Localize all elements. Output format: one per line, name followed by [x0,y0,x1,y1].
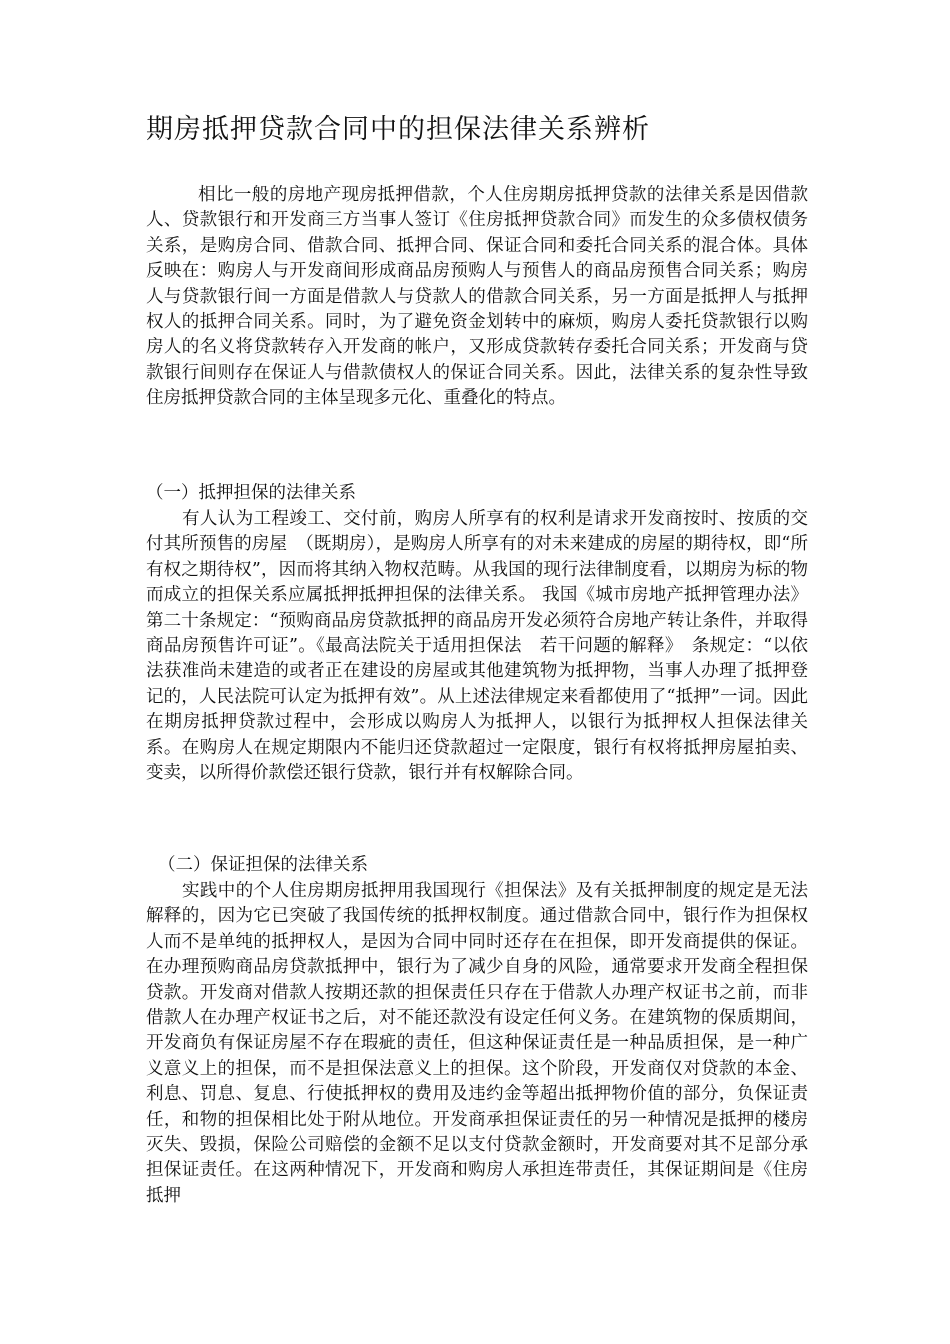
section-body-guarantee: 实践中的个人住房期房抵押用我国现行《担保法》及有关抵押制度的规定是无法解释的，因为它已突破了我国传统的抵押权制度。通过借款合同中，银行作为担保权人而不是单纯的抵押权人，是因为合同中同时还存在在担保，即开发商提供的保证。在办理预购商品房贷款抵押中，银行为了减少自身的风险，通常要求开发商全程担保贷款。开发商对借款人按期还款的担保责任只存在于借款人办理产权证书之前，而非借款人在办理产权证书之后，对不能还款没有设定任何义务。在建筑物的保质期间，开发商负有保证房屋不存在瑕疵的责任，但这种保证责任是一种品质担保，是一种广义意义上的担保，而不是担保法意义上的担保。这个阶段，开发商仅对贷款的本金、利息、罚息、复息、行使抵押权的费用及违约金等超出抵押物价值的部分，负保证责任，和物的担保相比处于附从地位。开发商承担保证责任的另一种情况是抵押的楼房灭失、毁损，保险公司赔偿的金额不足以支付贷款金额时，开发商要对其不足部分承担保证责任。在这两种情况下，开发商和购房人承担连带责任，其保证期间是《住房抵押 [146,881,808,1206]
document-title: 期房抵押贷款合同中的担保法律关系辨析 [146,114,650,145]
intro-paragraph: 相比一般的房地产现房抵押借款，个人住房期房抵押贷款的法律关系是因借款人、贷款银行和开发商三方当事人签订《住房抵押贷款合同》而发生的众多债权债务关系，是购房合同、借款合同、抵押合同、保证合同和委托合同关系的混合体。具体反映在：购房人与开发商间形成商品房预购人与预售人的商品房预售合同关系；购房人与贷款银行间一方面是借款人与贷款人的借款合同关系，另一方面是抵押人与抵押权人的抵押合同关系。同时，为了避免资金划转中的麻烦，购房人委托贷款银行以购房人的名义将贷款转存入开发商的帐户，又形成贷款转存委托合同关系；开发商与贷款银行间则存在保证人与借款债权人的保证合同关系。因此，法律关系的复杂性导致住房抵押贷款合同的主体呈现多元化、重叠化的特点。 [146,185,808,409]
section-body-mortgage: 有人认为工程竣工、交付前，购房人所享有的权利是请求开发商按时、按质的交付其所预售的房屋 （既期房），是购房人所享有的对未来建成的房屋的期待权，即“所有权之期待权”，因而将其纳入物权范畴。从我国的现行法律制度看，以期房为标的物而成立的担保关系应属抵押抵押担保的法律关系。 我国《城市房地产抵押管理办法》第二十条规定：“预购商品房贷款抵押的商品房开发必须符合房地产转让条件，并取得商品房预售许可证”。《最高法院关于适用担保法 若干问题的解释》 条规定：“以依法获准尚未建造的或者正在建设的房屋或其他建筑物为抵押物，当事人办理了抵押登记的，人民法院可认定为抵押有效”。从上述法律规定来看都使用了“抵押”一词。因此在期房抵押贷款过程中，会形成以购房人为抵押人，以银行为抵押权人担保法律关系。在购房人在规定期限内不能归还贷款超过一定限度，银行有权将抵押房屋拍卖、变卖，以所得价款偿还银行贷款，银行并有权解除合同。 [146,509,808,784]
section-heading-mortgage: （一）抵押担保的法律关系 [146,483,356,503]
section-heading-guarantee: （二）保证担保的法律关系 [158,855,368,875]
